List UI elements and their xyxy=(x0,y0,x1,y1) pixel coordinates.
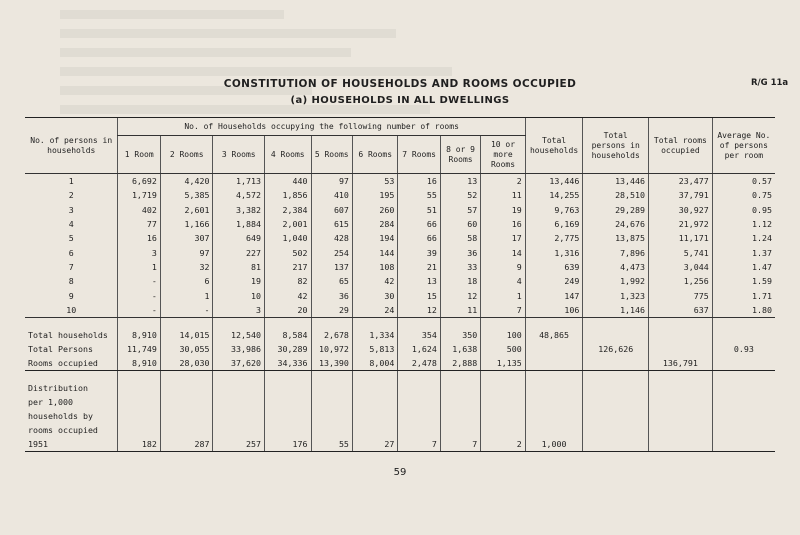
distribution-label: per 1,000 xyxy=(28,396,73,407)
table-cell: 36 xyxy=(440,245,480,259)
table-cell: 637 xyxy=(649,303,713,318)
table-cell: 55 xyxy=(398,188,440,202)
table-cell: 11 xyxy=(481,188,525,202)
header-persons: No. of persons in households xyxy=(25,118,118,174)
table-cell: 65 xyxy=(311,274,352,288)
table-cell: 21,972 xyxy=(649,217,713,231)
average-cell xyxy=(712,356,775,371)
table-cell: 1,256 xyxy=(649,274,713,288)
table-row xyxy=(25,274,775,288)
table-cell: 30,289 xyxy=(265,342,311,356)
table-cell: 39 xyxy=(398,245,440,259)
table-cell: 15 xyxy=(398,288,440,302)
total-rooms-cell xyxy=(649,342,713,356)
table-cell: 6,169 xyxy=(525,217,583,231)
table-cell: 402 xyxy=(118,203,160,217)
table-cell: 217 xyxy=(265,260,311,274)
table-cell: 13,446 xyxy=(525,174,583,189)
header-total-households: Total households xyxy=(525,118,583,174)
table-cell: 29,289 xyxy=(583,203,649,217)
table-cell: 1,135 xyxy=(481,356,525,371)
table-cell: 1,713 xyxy=(213,174,265,189)
header-average: Average No. of persons per room xyxy=(712,118,775,174)
table-cell: 3 xyxy=(118,245,160,259)
table-cell: 19 xyxy=(481,203,525,217)
table-cell: 77 xyxy=(118,217,160,231)
table-cell: 30,927 xyxy=(649,203,713,217)
header-total-persons: Total persons in households xyxy=(583,118,649,174)
table-cell: 16 xyxy=(481,217,525,231)
table-cell: 66 xyxy=(398,217,440,231)
table-cell: 4 xyxy=(481,274,525,288)
table-cell: 60 xyxy=(440,217,480,231)
table-cell: 2,601 xyxy=(160,203,213,217)
table-cell: 108 xyxy=(352,260,397,274)
table-cell: 52 xyxy=(440,188,480,202)
average-cell xyxy=(712,328,775,342)
table-cell: 1,624 xyxy=(398,342,440,356)
table-cell: 11,171 xyxy=(649,231,713,245)
table-cell: 42 xyxy=(265,288,311,302)
table-cell: 58 xyxy=(440,231,480,245)
table-cell: 249 xyxy=(525,274,583,288)
table-row xyxy=(25,260,775,274)
distribution-label: rooms occupied xyxy=(28,424,98,435)
table-cell: 1,884 xyxy=(213,217,265,231)
table-cell: 14,015 xyxy=(160,328,213,342)
table-cell: 53 xyxy=(352,174,397,189)
table-cell: 500 xyxy=(481,342,525,356)
table-cell: 42 xyxy=(352,274,397,288)
total-households-cell xyxy=(525,342,583,356)
table-cell: 2,478 xyxy=(398,356,440,371)
table-cell: 9 xyxy=(481,260,525,274)
totals-row-households xyxy=(25,328,775,342)
header-rooms-2: 2 Rooms xyxy=(160,136,213,174)
total-households-cell: 48,865 xyxy=(525,328,583,342)
table-cell: 81 xyxy=(213,260,265,274)
totals-row-persons xyxy=(25,342,775,356)
table-cell: 1.37 xyxy=(712,245,775,259)
table-cell: 0.75 xyxy=(712,188,775,202)
row-persons: 10 xyxy=(25,303,118,318)
header-rooms-3: 3 Rooms xyxy=(213,136,265,174)
total-persons-cell: 126,626 xyxy=(583,342,649,356)
table-cell: 97 xyxy=(160,245,213,259)
table-cell: 1,040 xyxy=(265,231,311,245)
table-cell: 97 xyxy=(311,174,352,189)
table-cell: 13 xyxy=(440,174,480,189)
table-cell: 8,910 xyxy=(118,356,160,371)
table-row xyxy=(25,174,775,189)
table-cell: 3,044 xyxy=(649,260,713,274)
table-cell: 1.71 xyxy=(712,288,775,302)
row-persons: 4 xyxy=(68,219,74,230)
table-cell: 147 xyxy=(525,288,583,302)
table-cell: 1.24 xyxy=(712,231,775,245)
total-persons-cell xyxy=(583,356,649,371)
table-reference: R/G 11a xyxy=(751,78,789,88)
table-cell: - xyxy=(118,303,160,318)
table-cell: 10 xyxy=(213,288,265,302)
table-cell: 82 xyxy=(265,274,311,288)
table-cell: 8,584 xyxy=(265,328,311,342)
table-cell: 1,166 xyxy=(160,217,213,231)
row-persons: 5 xyxy=(68,233,74,244)
table-cell: 11 xyxy=(440,303,480,318)
table-cell: 1.12 xyxy=(712,217,775,231)
totals-label: Rooms occupied xyxy=(25,356,118,371)
table-cell: 57 xyxy=(440,203,480,217)
table-cell: 30,055 xyxy=(160,342,213,356)
table-cell: 34,336 xyxy=(265,356,311,371)
table-cell: 6 xyxy=(160,274,213,288)
table-cell: 6,692 xyxy=(118,174,160,189)
table-cell: 3 xyxy=(213,303,265,318)
table-cell: 12 xyxy=(440,288,480,302)
table-cell: 8,910 xyxy=(118,328,160,342)
table-cell: 13,446 xyxy=(583,174,649,189)
table-cell: 33,986 xyxy=(213,342,265,356)
table-cell: 0.95 xyxy=(712,203,775,217)
table-cell: 1,316 xyxy=(525,245,583,259)
table-cell: 1,334 xyxy=(352,328,397,342)
table-cell: 1,856 xyxy=(265,188,311,202)
header-rooms-group: No. of Households occupying the following number of rooms xyxy=(118,118,525,136)
table-cell: 2,678 xyxy=(311,328,352,342)
table-row xyxy=(25,245,775,259)
page-title: CONSTITUTION OF HOUSEHOLDS AND ROOMS OCCUPIED xyxy=(223,78,577,90)
table-cell: 1.47 xyxy=(712,260,775,274)
table-cell: 8,004 xyxy=(352,356,397,371)
table-cell: 29 xyxy=(311,303,352,318)
header-rooms-6: 6 Rooms xyxy=(352,136,397,174)
table-cell: 4,572 xyxy=(213,188,265,202)
table-cell: 307 xyxy=(160,231,213,245)
total-rooms-cell: 136,791 xyxy=(649,356,713,371)
table-cell: 51 xyxy=(398,203,440,217)
table-cell: 33 xyxy=(440,260,480,274)
table-cell: 2,888 xyxy=(440,356,480,371)
table-cell: 24,676 xyxy=(583,217,649,231)
table-cell: 227 xyxy=(213,245,265,259)
table-cell: 27 xyxy=(352,437,397,452)
distribution-label: Distribution xyxy=(28,382,88,393)
table-cell: 7 xyxy=(440,437,480,452)
table-cell: 144 xyxy=(352,245,397,259)
households-rooms-table xyxy=(25,117,775,452)
table-cell: 254 xyxy=(311,245,352,259)
table-cell: 287 xyxy=(160,437,213,452)
table-cell: 16 xyxy=(398,174,440,189)
header-rooms-1: 1 Room xyxy=(118,136,160,174)
table-cell: 1,638 xyxy=(440,342,480,356)
table-cell: 615 xyxy=(311,217,352,231)
table-cell: 2,775 xyxy=(525,231,583,245)
total-households-cell xyxy=(525,356,583,371)
table-cell: 350 xyxy=(440,328,480,342)
table-cell: 1,146 xyxy=(583,303,649,318)
total-rooms-cell xyxy=(649,328,713,342)
table-cell: 257 xyxy=(213,437,265,452)
row-persons: 7 xyxy=(68,261,74,272)
row-persons: 2 xyxy=(68,190,74,201)
table-cell: 440 xyxy=(265,174,311,189)
table-cell: 775 xyxy=(649,288,713,302)
table-cell: 194 xyxy=(352,231,397,245)
table-cell: 7 xyxy=(398,437,440,452)
total-persons-cell xyxy=(583,328,649,342)
table-cell: 2 xyxy=(481,437,525,452)
row-persons: 9 xyxy=(68,290,74,301)
table-cell: 5,813 xyxy=(352,342,397,356)
table-cell: 28,030 xyxy=(160,356,213,371)
table-cell: 12,540 xyxy=(213,328,265,342)
table-cell: 2,001 xyxy=(265,217,311,231)
table-cell: 14 xyxy=(481,245,525,259)
table-cell: 5,741 xyxy=(649,245,713,259)
table-cell: 20 xyxy=(265,303,311,318)
table-cell: 1,992 xyxy=(583,274,649,288)
table-cell: 55 xyxy=(311,437,352,452)
table-cell: 13,390 xyxy=(311,356,352,371)
table-cell: 13,875 xyxy=(583,231,649,245)
table-cell: 36 xyxy=(311,288,352,302)
table-cell: 607 xyxy=(311,203,352,217)
distribution-row xyxy=(25,437,775,452)
table-cell: 24 xyxy=(352,303,397,318)
table-cell: 28,510 xyxy=(583,188,649,202)
table-cell: 1.80 xyxy=(712,303,775,318)
table-cell: 410 xyxy=(311,188,352,202)
table-cell: - xyxy=(160,303,213,318)
table-cell: - xyxy=(118,288,160,302)
table-cell: 5,385 xyxy=(160,188,213,202)
table-cell: 649 xyxy=(213,231,265,245)
table-cell: 10,972 xyxy=(311,342,352,356)
table-cell: 7 xyxy=(481,303,525,318)
table-cell: 284 xyxy=(352,217,397,231)
totals-label: Total households xyxy=(28,329,108,340)
table-cell: 66 xyxy=(398,231,440,245)
table-cell: 32 xyxy=(160,260,213,274)
table-cell: 260 xyxy=(352,203,397,217)
table-cell: 1.59 xyxy=(712,274,775,288)
table-cell: 4,420 xyxy=(160,174,213,189)
distribution-label: households by xyxy=(28,410,93,421)
table-row xyxy=(25,303,775,318)
table-cell: 14,255 xyxy=(525,188,583,202)
row-persons: 6 xyxy=(68,247,74,258)
table-cell: 428 xyxy=(311,231,352,245)
table-cell: 13 xyxy=(398,274,440,288)
table-cell: 11,749 xyxy=(118,342,160,356)
table-row xyxy=(25,203,775,217)
table-cell: 17 xyxy=(481,231,525,245)
table-cell: 195 xyxy=(352,188,397,202)
table-cell: 9,763 xyxy=(525,203,583,217)
table-row xyxy=(25,217,775,231)
table-cell: 3,382 xyxy=(213,203,265,217)
table-cell: 16 xyxy=(118,231,160,245)
table-cell: 2,384 xyxy=(265,203,311,217)
row-persons: 3 xyxy=(68,204,74,215)
table-row xyxy=(25,288,775,302)
table-cell: 1 xyxy=(118,260,160,274)
table-row xyxy=(25,231,775,245)
table-cell: 106 xyxy=(525,303,583,318)
header-rooms-5: 5 Rooms xyxy=(311,136,352,174)
table-cell: 1 xyxy=(160,288,213,302)
table-cell: 7,896 xyxy=(583,245,649,259)
table-cell: 2 xyxy=(481,174,525,189)
distribution-year: 1951 xyxy=(25,437,118,452)
table-cell: 354 xyxy=(398,328,440,342)
table-cell: 37,791 xyxy=(649,188,713,202)
table-cell: 1,323 xyxy=(583,288,649,302)
header-rooms-8: 8 or 9 Rooms xyxy=(440,136,480,174)
totals-label: Total Persons xyxy=(28,343,93,354)
table-cell: 12 xyxy=(398,303,440,318)
table-cell: 176 xyxy=(265,437,311,452)
header-rooms-4: 4 Rooms xyxy=(265,136,311,174)
table-cell: 1 xyxy=(481,288,525,302)
table-cell: 4,473 xyxy=(583,260,649,274)
totals-row-rooms xyxy=(25,356,775,371)
average-cell: 0.93 xyxy=(712,342,775,356)
table-cell: 182 xyxy=(118,437,160,452)
row-persons: 8 xyxy=(68,276,74,287)
table-subtitle: (a) HOUSEHOLDS IN ALL DWELLINGS xyxy=(290,95,510,106)
row-persons: 1 xyxy=(68,176,74,187)
page-number: 59 xyxy=(393,467,407,478)
table-cell: 0.57 xyxy=(712,174,775,189)
table-cell: 1,719 xyxy=(118,188,160,202)
table-cell: 30 xyxy=(352,288,397,302)
table-cell: 21 xyxy=(398,260,440,274)
table-cell: 18 xyxy=(440,274,480,288)
table-cell: 137 xyxy=(311,260,352,274)
table-cell: 639 xyxy=(525,260,583,274)
table-cell: 100 xyxy=(481,328,525,342)
table-cell: 37,620 xyxy=(213,356,265,371)
table-cell: - xyxy=(118,274,160,288)
header-rooms-9: 10 or more Rooms xyxy=(481,136,525,174)
table-row xyxy=(25,188,775,202)
header-rooms-7: 7 Rooms xyxy=(398,136,440,174)
table-cell: 19 xyxy=(213,274,265,288)
distribution-total: 1,000 xyxy=(525,437,583,452)
header-total-rooms: Total rooms occupied xyxy=(649,118,713,174)
table-cell: 502 xyxy=(265,245,311,259)
table-cell: 23,477 xyxy=(649,174,713,189)
